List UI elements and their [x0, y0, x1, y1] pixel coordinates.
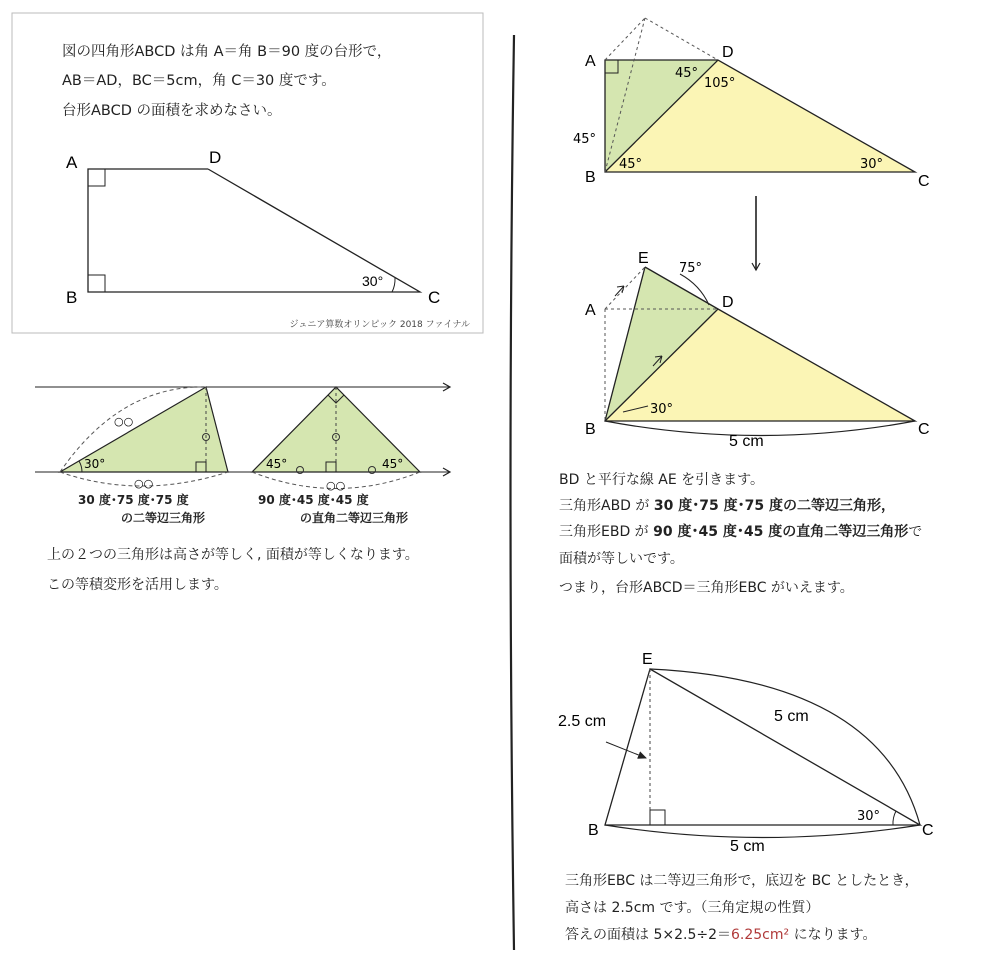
br-height-label: 2.5 cm	[558, 713, 607, 730]
caption-tri2-line1: 90 度･45 度･45 度	[258, 493, 369, 507]
tri2-mark-bottom: ○○	[326, 479, 346, 492]
mr-label-d: D	[722, 294, 734, 311]
caption-tri2-line2: の直角二等辺三角形	[300, 511, 409, 525]
tr-angle-45-b: 45°	[619, 157, 643, 172]
mr-label-c: C	[918, 421, 930, 438]
mr-angle-75: 75°	[679, 261, 703, 276]
tr-angle-30: 30°	[860, 157, 884, 172]
explain-line-2-b: 30 度･75 度･75 度の二等辺三角形	[653, 498, 881, 514]
br-label-b: B	[588, 822, 599, 839]
tri2-angle-right: 45°	[382, 457, 404, 471]
problem-line-1: 図の四角形ABCD は角 A＝角 B＝90 度の台形で，	[62, 44, 392, 60]
triangle-90-45-45	[252, 387, 420, 489]
explain-line-1: BD と平行な線 AE を引きます。	[559, 472, 765, 488]
br-bc-length: 5 cm	[730, 838, 765, 855]
mr-label-b: B	[585, 421, 596, 438]
tr-angle-45-d: 45°	[675, 66, 699, 81]
tr-label-c: C	[918, 173, 930, 190]
angle-c-label: 30°	[362, 273, 384, 289]
explain-line-3	[559, 517, 922, 547]
conclusion-line-2: 高さは 2.5cm です。（三角定規の性質）	[565, 900, 820, 916]
conclusion-line-1: 三角形EBC は二等辺三角形で，底辺を BC としたとき，	[565, 873, 919, 889]
label-d: D	[209, 148, 222, 167]
compare-note-2: この等積変形を活用します。	[47, 577, 228, 593]
conclusion-line-3-c: になります。	[789, 927, 877, 943]
tr-label-b: B	[585, 169, 596, 186]
mr-angle-30: 30°	[650, 402, 674, 417]
tr-label-a: A	[585, 53, 596, 70]
mr-label-e: E	[638, 250, 649, 267]
triangle-30-75-75	[60, 387, 228, 486]
label-a: A	[66, 153, 78, 172]
tri1-mark-top: ○○	[114, 415, 134, 428]
br-label-e: E	[642, 651, 653, 668]
answer-value: 6.25cm²	[731, 927, 790, 943]
compare-note-1: 上の２つの三角形は高さが等しく, 面積が等しくなります。	[47, 547, 419, 563]
problem-line-2: AB＝AD，BC＝5cm，角 C＝30 度です。	[62, 73, 336, 89]
tr-angle-45-left: 45°	[573, 132, 597, 147]
tr-label-d: D	[722, 44, 734, 61]
problem-line-3: 台形ABCD の面積を求めなさい。	[62, 103, 282, 119]
caption-tri1-line2: の二等辺三角形	[121, 511, 206, 525]
mr-label-a: A	[585, 302, 596, 319]
explain-line-3-a: 三角形EBD が	[559, 524, 654, 540]
label-b: B	[66, 288, 78, 307]
explain-line-4: 面積が等しいです。	[559, 551, 684, 567]
br-ec-length: 5 cm	[774, 708, 809, 725]
br-angle-30: 30°	[857, 809, 881, 824]
explain-line-2-c: ，	[880, 498, 895, 514]
explain-line-3-c: で	[908, 524, 923, 540]
explain-line-3-b: 90 度･45 度･45 度の直角二等辺三角形	[653, 524, 909, 540]
explain-line-2-a: 三角形ABD が	[559, 498, 654, 514]
caption-tri1-line1: 30 度･75 度･75 度	[78, 493, 189, 507]
vertical-divider	[511, 35, 515, 950]
label-c: C	[428, 288, 441, 307]
mr-bc-length: 5 cm	[729, 433, 764, 450]
tri1-mark-bottom: ○○	[134, 477, 154, 490]
tri1-angle-label: 30°	[84, 457, 106, 471]
tr-angle-105: 105°	[704, 76, 736, 91]
source-credit: ジュニア算数オリンピック 2018 ファイナル	[289, 320, 470, 330]
fig-top-right	[605, 18, 915, 172]
conclusion-line-3	[565, 920, 876, 950]
br-label-c: C	[922, 822, 934, 839]
tri2-angle-left: 45°	[266, 457, 288, 471]
conclusion-line-3-a: 答えの面積は 5×2.5÷2＝	[565, 927, 731, 943]
explain-line-5: つまり，台形ABCD＝三角形EBC がいえます。	[559, 580, 854, 596]
